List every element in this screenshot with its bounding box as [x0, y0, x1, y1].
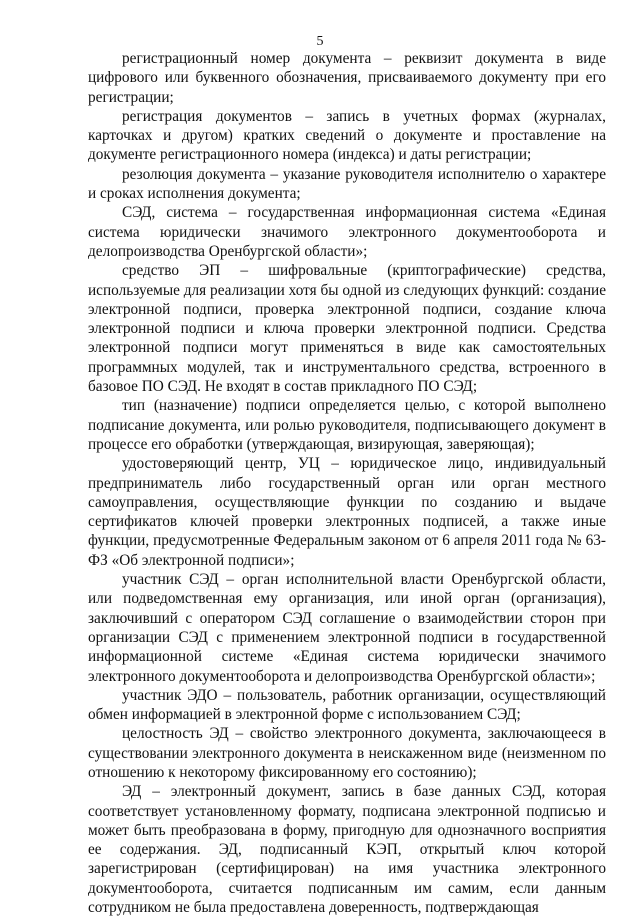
definition-signature-type: тип (назначение) подписи определяется целью, с которой выполнено подписание документа, или ролью руководителя, подписывающего документ в процессе его обработки (утверждающая, визирующая, заверяющая);	[88, 397, 606, 453]
definition-certification-center: удостоверяющий центр, УЦ – юридическое лицо, индивидуальный предприниматель либо государственный орган или орган местного самоуправления, осуществляющие функции по созданию и выдаче сертификатов ключей проверки электронных подписей, а также иные функции, предусмотренные Федеральным законом от 6 апреля 2011 года № 63-ФЗ «Об электронной подписи»;	[88, 455, 606, 569]
definition-registration-number: регистрационный номер документа – реквизит документа в виде цифрового или буквенного обозначения, присваиваемого документу при его регистрации;	[88, 50, 606, 106]
document-body	[88, 49, 606, 917]
page-number: 5	[316, 34, 324, 49]
definition-electronic-document: ЭД – электронный документ, запись в базе данных СЭД, которая соответствует установленному формату, подписана электронной подписью и может быть преобразована в форму, пригодную для однозначного восприятия ее содержания. ЭД, подписанный КЭП, открытый ключ которой зарегистрирован (сертифицирован) на имя участника электронного документооборота, считается подписанным им самим, если данным сотрудником не была предоставлена доверенность, подтверждающая	[88, 783, 606, 917]
definition-sed-participant: участник СЭД – орган исполнительной власти Оренбургской области, или подведомственная ему организация, или иной орган (организация), заключивший с оператором СЭД соглашение о взаимодействии сторон при организации СЭД с применением электронной подписи в государственной информационной системе «Единая система юридически значимого электронного документооборота и делопроизводства Оренбургской области»;	[88, 571, 606, 685]
definition-sed-system: СЭД, система – государственная информационная система «Единая система юридически значимого электронного документооборота и делопроизводства Оренбургской области»;	[88, 204, 606, 260]
definition-ed-integrity: целостность ЭД – свойство электронного документа, заключающееся в существовании электронного документа в неискаженном виде (неизменном по отношению к некоторому фиксированному его состоянию);	[88, 725, 606, 781]
definition-ep-tool: средство ЭП – шифровальные (криптографические) средства, используемые для реализации хотя бы одной из следующих функций: создание электронной подписи, проверка электронной подписи, создание ключа электронной подписи и ключа проверки электронной подписи. Средства электронной подписи могут применяться в виде как самостоятельных программных модулей, так и инструментального средства, встроенного в базовое ПО СЭД. Не входят в состав прикладного ПО СЭД;	[88, 262, 606, 396]
definition-document-registration: регистрация документов – запись в учетных формах (журналах, карточках и другом) кратких сведений о документе и проставление на документе регистрационного номера (индекса) и даты регистрации;	[88, 107, 606, 164]
definition-resolution: резолюция документа – указание руководителя исполнителю о характере и сроках исполнения документа;	[88, 165, 606, 203]
definition-edo-participant: участник ЭДО – пользователь, работник организации, осуществляющий обмен информацией в электронной форме с использованием СЭД;	[88, 686, 606, 724]
